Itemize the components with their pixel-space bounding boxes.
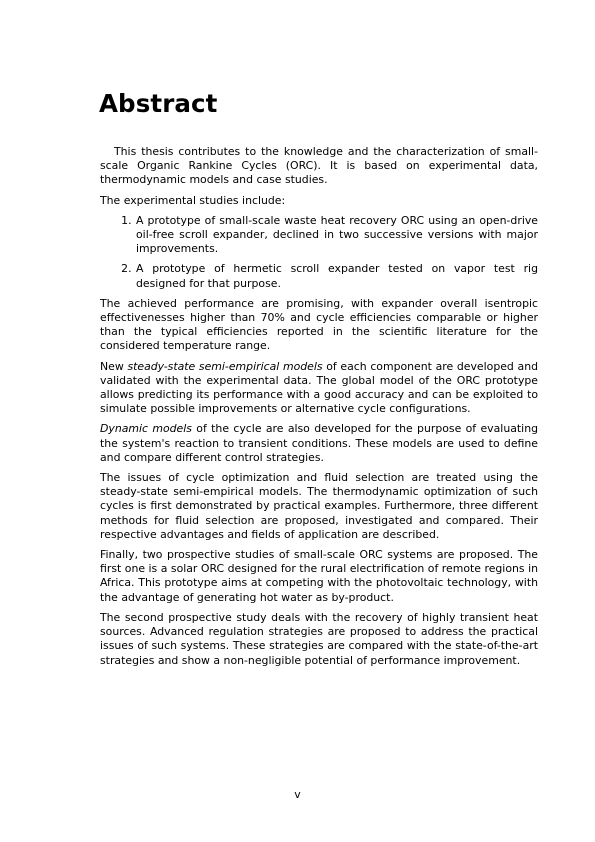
- models-rest-text: of each component are developed and validated with the experimental data. The global model of the ORC prototype allows predicting its performance with a good accuracy and can be exploited to simulate possible improvements or alternative cycle configurations.: [100, 359, 539, 416]
- second-study-paragraph: The second prospective study deals with the recovery of highly transient heat sources. Advanced regulation strategies are proposed to address the practical issues of such systems. These strategies are compared with the state-of-the-art strategies and show a non-negligible potential of performance improvement.: [100, 610, 538, 667]
- dynamic-models-paragraph: [100, 422, 538, 465]
- page-title: Abstract: [99, 89, 218, 118]
- list-item: 2. A prototype of hermetic scroll expander tested on vapor test rig designed for that purpose.: [135, 262, 538, 290]
- prospective-paragraph: Finally, two prospective studies of small-scale ORC systems are proposed. The first one is a solar ORC designed for the rural electrification of remote regions in Africa. This prototype aims at competing with the photovoltaic technology, with the advantage of generating hot water as by-product.: [100, 548, 538, 604]
- optimization-paragraph: The issues of cycle optimization and fluid selection are treated using the steady-state semi-empirical models. The thermodynamic optimization of such cycles is first demonstrated by practical examples. Furthermore, three different methods for fluid selection are proposed, investigated and compared. Their respective advantages and fields of application are described.: [100, 471, 538, 541]
- dynamic-models-rest-text: of the cycle are also developed for the purpose of evaluating the system's reaction to transient conditions. These models are used to define and compare different control strategies.: [100, 422, 539, 464]
- experimental-studies-list: [100, 214, 538, 291]
- models-emphasis: steady-state semi-empirical models: [127, 359, 323, 373]
- models-paragraph: [100, 360, 538, 417]
- performance-paragraph: The achieved performance are promising, with expander overall isentropic effectivenesses higher than 70% and cycle efficiencies comparable or higher than the typical efficiencies reported in the scientific literature for the considered temperature range.: [100, 296, 538, 353]
- abstract-body: [100, 145, 538, 674]
- dynamic-models-emphasis: Dynamic models: [100, 422, 192, 436]
- experimental-studies-intro: The experimental studies include:: [100, 193, 286, 207]
- models-lead-text: New: [100, 359, 128, 373]
- intro-paragraph: This thesis contributes to the knowledge and the characterization of small-scale Organic Rankine Cycles (ORC). It is based on experimental data, thermodynamic models and case studies.: [100, 145, 538, 187]
- page-number: v: [294, 788, 301, 801]
- list-item: 1. A prototype of small-scale waste heat recovery ORC using an open-drive oil-free scroll expander, declined in two successive versions with major improvements.: [135, 214, 538, 257]
